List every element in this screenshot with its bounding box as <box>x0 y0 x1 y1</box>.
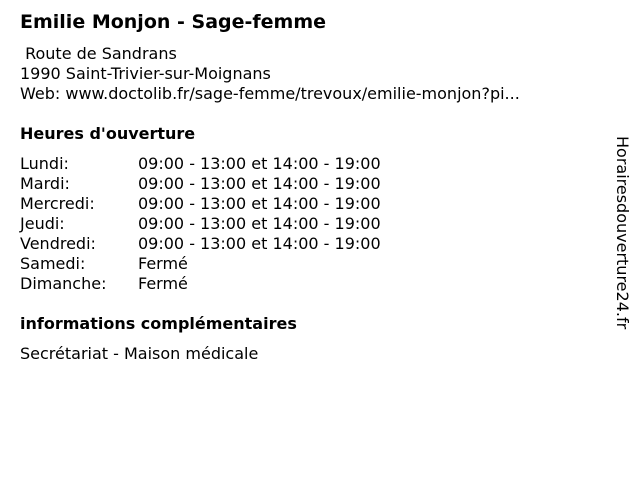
hours-row-tuesday <box>20 174 381 194</box>
hours-table <box>20 154 381 294</box>
hours-heading: Heures d'ouverture <box>20 124 196 143</box>
city-address: 1990 Saint-Trivier-sur-Moignans <box>20 64 271 83</box>
hours-row-saturday <box>20 254 381 274</box>
day-label: Mercredi: <box>20 194 95 213</box>
address-block <box>20 44 520 104</box>
hours-row-monday <box>20 154 381 174</box>
site-watermark: Horairesdouverture24.fr <box>613 136 632 330</box>
street-address: Route de Sandrans <box>20 44 177 63</box>
page-title: Emilie Monjon - Sage-femme <box>20 11 327 33</box>
time-value: 09:00 - 13:00 et 14:00 - 19:00 <box>138 154 381 173</box>
hours-row-sunday <box>20 274 381 294</box>
info-heading: informations complémentaires <box>20 314 297 333</box>
time-value: Fermé <box>138 274 188 293</box>
time-value: Fermé <box>138 254 188 273</box>
time-value: 09:00 - 13:00 et 14:00 - 19:00 <box>138 214 381 233</box>
day-label: Dimanche: <box>20 274 107 293</box>
time-value: 09:00 - 13:00 et 14:00 - 19:00 <box>138 194 381 213</box>
day-label: Lundi: <box>20 154 69 173</box>
website-link[interactable]: Web: www.doctolib.fr/sage-femme/trevoux/emilie-monjon?pi... <box>20 84 520 103</box>
time-value: 09:00 - 13:00 et 14:00 - 19:00 <box>138 234 381 253</box>
hours-row-friday <box>20 234 381 254</box>
info-text: Secrétariat - Maison médicale <box>20 344 259 363</box>
day-label: Vendredi: <box>20 234 96 253</box>
day-label: Jeudi: <box>20 214 65 233</box>
day-label: Samedi: <box>20 254 86 273</box>
hours-row-wednesday <box>20 194 381 214</box>
time-value: 09:00 - 13:00 et 14:00 - 19:00 <box>138 174 381 193</box>
hours-row-thursday <box>20 214 381 234</box>
day-label: Mardi: <box>20 174 70 193</box>
